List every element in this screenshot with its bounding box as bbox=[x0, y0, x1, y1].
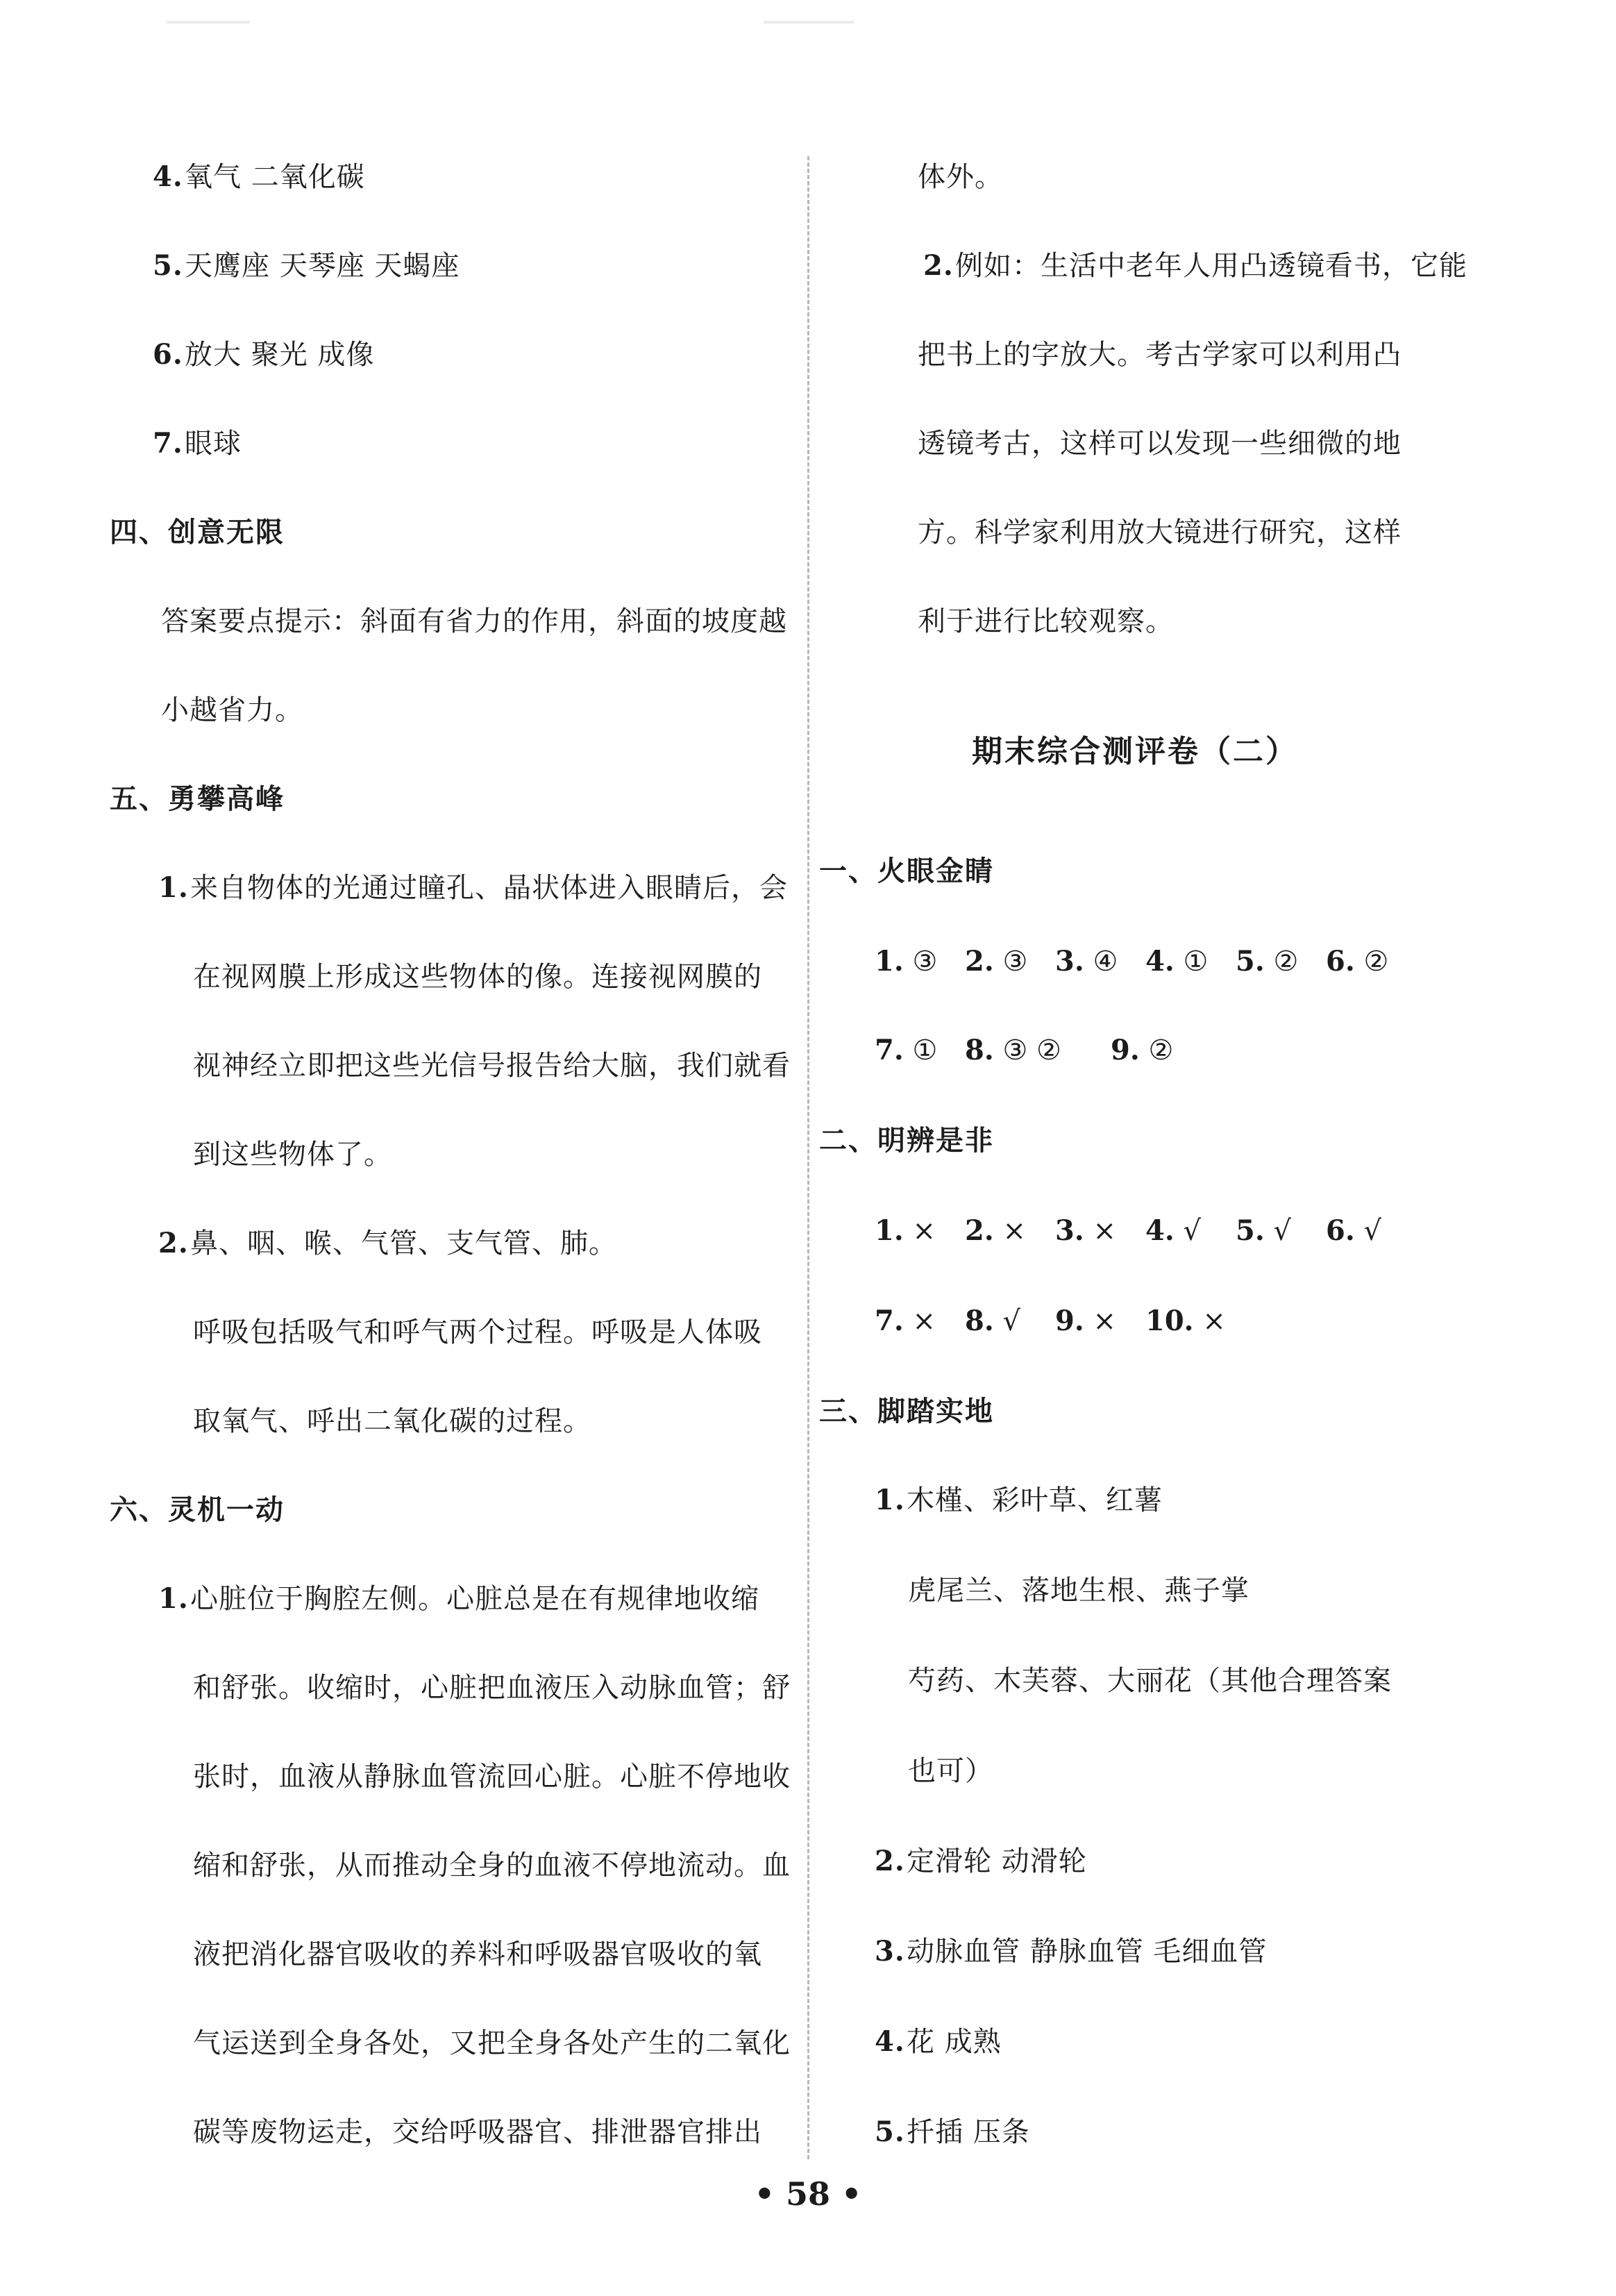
answer-line: 4.花 成熟 bbox=[875, 2025, 1002, 2058]
answer-line: 2.定滑轮 动滑轮 bbox=[875, 1845, 1087, 1877]
answer-cell: 7. × bbox=[875, 1305, 936, 1337]
text-line: 缩和舒张，从而推动全身的血液不停地流动。血 bbox=[193, 1850, 791, 1882]
text-line: 方。科学家利用放大镜进行研究，这样 bbox=[918, 517, 1402, 548]
section-heading: 二、明辨是非 bbox=[819, 1125, 994, 1157]
text-line: 碳等废物运走，交给呼吸器官、排泄器官排出 bbox=[193, 2116, 762, 2148]
text-line: 呼吸包括吸气和呼气两个过程。呼吸是人体吸 bbox=[193, 1316, 762, 1348]
page-number: • 58 • bbox=[754, 2175, 862, 2213]
judge-answers-row-1 bbox=[875, 1210, 1416, 1252]
text-line: 到这些物体了。 bbox=[193, 1139, 392, 1171]
answer-cell: 2. ③ bbox=[965, 945, 1028, 978]
answer-cell: 4. ① bbox=[1145, 945, 1209, 978]
text-line: 透镜考古，这样可以发现一些细微的地 bbox=[918, 428, 1402, 460]
answer-cell: 4. √ bbox=[1145, 1214, 1201, 1247]
answer-line: 5.天鹰座 天琴座 天蝎座 bbox=[153, 249, 460, 282]
judge-answers-row-2 bbox=[875, 1300, 1236, 1342]
text-line: 答案要点提示：斜面有省力的作用，斜面的坡度越 bbox=[161, 605, 787, 637]
section-heading: 五、勇攀高峰 bbox=[110, 783, 285, 815]
answer-cell: 1. × bbox=[875, 1214, 936, 1247]
answer-line: 3.动脉血管 静脉血管 毛细血管 bbox=[875, 1935, 1268, 1968]
answer-cell: 6. √ bbox=[1326, 1214, 1381, 1247]
top-scan-mark-1 bbox=[167, 21, 250, 24]
answer-cell: 6. ② bbox=[1326, 945, 1389, 978]
answer-cell: 1. ③ bbox=[875, 945, 938, 978]
text-line: 把书上的字放大。考古学家可以利用凸 bbox=[918, 339, 1402, 371]
text-line: 芍药、木芙蓉、大丽花（其他合理答案 bbox=[908, 1665, 1392, 1697]
answer-cell: 5. ② bbox=[1236, 945, 1299, 978]
answer-line: 1.来自物体的光通过瞳孔、晶状体进入眼睛后，会 bbox=[158, 871, 788, 904]
section-heading: 四、创意无限 bbox=[110, 517, 285, 548]
text-line: 和舒张。收缩时，心脏把血液压入动脉血管；舒 bbox=[193, 1672, 791, 1704]
choice-answers-row-1 bbox=[875, 941, 1416, 982]
text-line: 也可） bbox=[908, 1755, 993, 1787]
text-line: 利于进行比较观察。 bbox=[918, 605, 1174, 637]
answer-cell: 3. ④ bbox=[1055, 945, 1118, 978]
column-divider bbox=[807, 156, 809, 2159]
answer-line: 1.木槿、彩叶草、红薯 bbox=[875, 1484, 1163, 1516]
answer-line: 2.例如：生活中老年人用凸透镜看书，它能 bbox=[923, 249, 1467, 282]
answer-cell: 8. ③ ② bbox=[965, 1034, 1061, 1066]
answer-line: 5.扦插 压条 bbox=[875, 2115, 1030, 2148]
text-line: 在视网膜上形成这些物体的像。连接视网膜的 bbox=[193, 961, 762, 993]
answer-cell: 9. ② bbox=[1111, 1034, 1174, 1066]
text-line: 小越省力。 bbox=[161, 694, 303, 726]
text-line: 虎尾兰、落地生根、燕子掌 bbox=[908, 1575, 1249, 1607]
top-scan-mark-2 bbox=[764, 21, 854, 24]
answer-cell: 2. × bbox=[965, 1214, 1026, 1247]
answer-line: 4.氧气 二氧化碳 bbox=[153, 160, 365, 193]
section-heading: 三、脚踏实地 bbox=[819, 1396, 994, 1427]
answer-cell: 3. × bbox=[1055, 1214, 1116, 1247]
answer-cell: 8. √ bbox=[965, 1305, 1020, 1337]
choice-answers-row-2 bbox=[875, 1030, 1201, 1071]
text-line: 体外。 bbox=[918, 161, 1003, 193]
answer-cell: 10. × bbox=[1145, 1305, 1226, 1337]
text-line: 视神经立即把这些光信号报告给大脑，我们就看 bbox=[193, 1050, 791, 1082]
section-title: 期末综合测评卷（二） bbox=[972, 734, 1298, 769]
text-line: 液把消化器官吸收的养料和呼吸器官吸收的氧 bbox=[193, 1938, 762, 1970]
answer-line: 7.眼球 bbox=[153, 427, 242, 460]
answer-line: 1.心脏位于胸腔左侧。心脏总是在有规律地收缩 bbox=[158, 1582, 759, 1615]
text-line: 取氧气、呼出二氧化碳的过程。 bbox=[193, 1405, 591, 1437]
section-heading: 一、火眼金睛 bbox=[819, 855, 994, 887]
section-heading: 六、灵机一动 bbox=[110, 1494, 285, 1526]
answer-cell: 7. ① bbox=[875, 1034, 938, 1066]
answer-line: 2.鼻、咽、喉、气管、支气管、肺。 bbox=[158, 1227, 617, 1259]
text-line: 气运送到全身各处，又把全身各处产生的二氧化 bbox=[193, 2027, 791, 2059]
text-line: 张时，血液从静脉血管流回心脏。心脏不停地收 bbox=[193, 1761, 791, 1793]
answer-cell: 9. × bbox=[1055, 1305, 1116, 1337]
answer-cell: 5. √ bbox=[1236, 1214, 1291, 1247]
answer-line: 6.放大 聚光 成像 bbox=[153, 338, 375, 371]
